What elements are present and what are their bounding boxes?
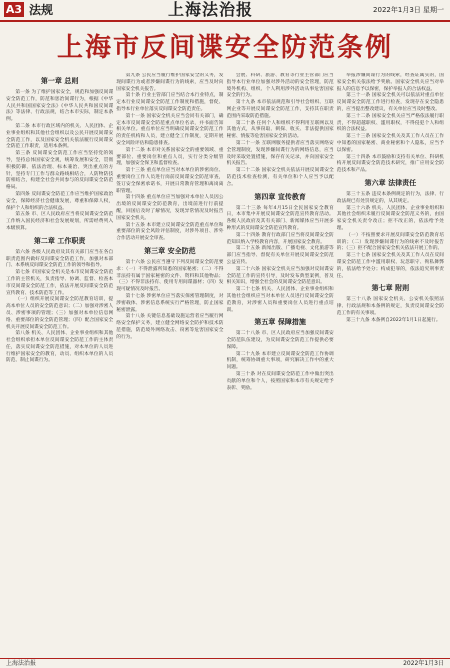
chapter-heading: 第六章 法律责任: [364, 178, 417, 187]
newspaper-name: 上海法治报: [168, 0, 254, 19]
chapter-heading: 第三章 安全防范: [144, 246, 196, 255]
article-paragraph: 第二十二条 国家安全机关依法开展反间谍安全防范技术检查检测，有关单位和个人应当予以配合。: [226, 168, 334, 187]
article-paragraph: 第十七条 涉密单位应当落实保密管理制度，对涉密载体、涉密信息系统实行严格管理，防止国家秘密泄露。: [116, 293, 224, 313]
article-paragraph: 第十一条 国家安全机关应当会同有关部门，确定本市反间谍安全防范重点单位名录，并书面告知相关单位。重点单位应当明确反间谍安全防范工作的责任机构和人员，建立健全工作制度，定期开展安全风险评估和隐患排查。: [116, 113, 224, 146]
article-paragraph: 第二十七条 机关、人民团体、企业事业组织和其他社会组织应当对本单位人员进行反间谍安全防范教育，对涉密人员和重要岗位人员进行重点培训。: [226, 287, 334, 313]
article-paragraph: 第十八条 关键信息基础设施运营者应当履行网络安全保护义务，建立健全网络安全防护和技术防范措施，防范境外网络攻击、窃密等危害国家安全的行为。: [116, 314, 224, 340]
article-paragraph: （一）不按照要求开展反间谍安全防范教育培训的；（二）发现涉嫌间谍行为的线索不及时报告的；（三）拒不配合国家安全机关依法开展工作的。: [336, 232, 444, 252]
text-column: [337, 73, 444, 658]
article-paragraph: 第二十一条 互联网服务提供者应当落实网络安全管理制度，发现涉嫌间谍行为的网络信息，应当及时采取处置措施，保存有关记录，并向国家安全机关报告。: [226, 140, 334, 167]
masthead: [0, 0, 450, 22]
article-paragraph: 第十五条 本市建立反间谍安全防范重点单位和重要部位的安全风险评估制度，对涉外项目、涉外合作活动开展安全审查。: [116, 222, 224, 242]
text-column: [227, 73, 334, 658]
article-paragraph: （一）组织开展反间谍安全防范教育培训，提高本单位人员的安全防范意识；（二）加强对涉密人员、涉密事项的管理；（三）加强对本单位信息网络、重要部位的安全防范管理；（四）配合国家安全机关开展反间谍安全防范工作。: [6, 297, 114, 330]
article-columns: [6, 73, 444, 658]
article-paragraph: 第三十四条 本市鼓励和支持有关单位、科研机构开展反间谍安全防范技术研究，推广应用安全防范技术和产品。: [336, 154, 444, 174]
article-paragraph: 第三十八条 国家安全机关、公安机关依照法律、行政法规和本条例的规定，负责反间谍安全防范工作的有关事项。: [336, 297, 444, 316]
article-paragraph: 第八条 机关、人民团体、企业事业组织和其他社会组织承担本单位反间谍安全防范工作的主体责任，落实反间谍安全防范措施，对本单位的人员进行维护国家安全的教育，动员、组织本单位的人员防范、制止间谍行为。: [6, 331, 114, 364]
article-paragraph: 第二十五条 新闻出版、广播电视、文化旅游等部门应当指导、督促有关单位开展反间谍安全防范公益宣传。: [226, 246, 334, 265]
article-paragraph: 第三十条 对在反间谍安全防范工作中做出突出贡献的单位和个人，按照国家和本市有关规定给予表彰、奖励。: [226, 372, 334, 391]
chapter-heading: 第一章 总则: [40, 77, 79, 85]
article-paragraph: 第一条 为了维护国家安全，规范和加强反间谍安全防范工作，防范和惩治间谍行为，根据《中华人民共和国国家安全法》《中华人民共和国反间谍法》等法律、行政法规，结合本市实际，制定本条例。: [6, 90, 114, 123]
article-paragraph: 第十条 行业主管部门应当结合本行业特点，制定本行业反间谍安全防范工作制度和措施，督促、指导本行业单位落实反间谍安全防范责任。: [116, 93, 224, 112]
article-paragraph: 第三十二条 国家安全机关应当严格依法履行职责，不得超越职权、滥用职权，不得侵犯个人和组织的合法权益。: [336, 113, 444, 133]
chapter-heading: 第五章 保障措施: [254, 318, 306, 327]
page-number-badge: A3: [5, 3, 23, 16]
article-paragraph: 第五条 市、区人民政府应当将反间谍安全防范工作纳入国民经济和社会发展规划，所需经费列入本级预算。: [6, 212, 114, 231]
article-paragraph: 第三十三条 国家安全机关及其工作人员在工作中知悉的国家秘密、商业秘密和个人隐私，应当予以保密。: [336, 134, 444, 153]
text-column: [6, 73, 113, 658]
article-title: 上海市反间谍安全防范条例: [56, 33, 393, 63]
text-column: [116, 73, 223, 658]
article-paragraph: 第二十八条 市、区人民政府应当加强反间谍安全防范队伍建设，为反间谍安全防范工作提供必要保障。: [226, 331, 334, 350]
article-paragraph: 第二十九条 本市建立反间谍安全防范工作协调机制，统筹协调重大事项，研究解决工作中的重大问题。: [226, 351, 334, 371]
footer-right: 2022年1月3日: [403, 660, 444, 667]
chapter-heading: 第四章 宣传教育: [254, 192, 306, 201]
article-paragraph: 第十四条 重点单位应当加强对本单位人员因公出境的反间谍安全防范教育，出境前进行行前提醒，回国后及时了解情况，发现异常情况及时报告国家安全机关。: [116, 195, 224, 221]
article-paragraph: 第十六条 公民应当遵守下列反间谍安全防范要求：（一）不得泄露所知悉的国家秘密；（二）不得非法持有属于国家秘密的文件、资料和其他物品；（三）不得非法持有、使用专用间谍器材；（四）发现可疑情况及时报告。: [116, 259, 224, 293]
footer-left: 上海法治报: [6, 660, 37, 667]
chapter-heading: 第二章 工作职责: [33, 236, 86, 245]
page-footer: [0, 658, 450, 668]
issue-date: 2022年1月3日 星期一: [373, 6, 444, 14]
article-paragraph: 第二条 本市行政区域内的机关、人民团体、企业事业组织和其他社会组织以及公民开展反间谍安全防范工作，以及国家安全机关依法履行反间谍安全防范工作职责，适用本条例。: [6, 123, 114, 150]
article-paragraph: 第四条 反间谍安全防范工作应当维护国家政治安全，保障经济社会健康发展，尊重和保障人权，保护个人和组织的合法权益。: [6, 191, 114, 211]
article-paragraph: 第九条 公民应当履行维护国家安全的义务，发现间谍行为或者涉嫌间谍行为的线索，应当及时向国家安全机关报告。: [116, 73, 224, 92]
chapter-heading: 第七章 附则: [371, 284, 410, 293]
article-paragraph: 举报涉嫌间谍行为的线索，经查证属实的，国家安全机关依法给予奖励。国家安全机关应当对举报人的信息予以保密，保护举报人的合法权益。: [336, 73, 444, 92]
section-label: 法规: [29, 3, 54, 17]
article-paragraph: 第十三条 重点单位应当对本单位的涉密岗位、重要岗位工作人员进行岗前反间谍安全防范审查，签订安全保密承诺书，开展日常教育管理和离岗离职管理。: [116, 168, 224, 194]
article-paragraph: 第三十九条 本条例自2022年1月1日起施行。: [346, 317, 441, 323]
article-paragraph: 第二十条 任何个人和组织不得利用互联网以及其他方式，从事窃取、刺探、收买、非法提供国家秘密、情报等危害国家安全的活动。: [226, 120, 334, 140]
article-paragraph: 第三条 反间谍安全防范工作应当坚持党的领导，坚持总体国家安全观，统筹发展和安全，贯彻积极防御、依法治理、标本兼治、突出重点的方针，坚持专门工作与群众路线相结合，人防物防技防相结合，构建全社会共同参与的反间谍安全防范格局。: [6, 151, 114, 191]
article-paragraph: 第七条 市国家安全机关是本市反间谍安全防范工作的主管机关，负责指导、协调、监督、检查本市反间谍安全防范工作，依法开展反间谍安全防范宣传教育、技术防范等工作。: [6, 270, 114, 296]
article-paragraph: 第十二条 本市对关系国家安全的重要领域、重要部位、重要岗位和重点人员，实行分类分级管理，加强安全保卫和监督检查。: [116, 147, 224, 167]
article-paragraph: 第二十四条 教育行政部门应当将反间谍安全防范知识纳入学校教育内容，开展国家安全教育。: [226, 232, 334, 245]
article-paragraph: 第三十七条 国家安全机关及其工作人员在反间谍安全防范工作中滥用职权、玩忽职守、徇私舞弊的，依法给予处分；构成犯罪的，依法追究刑事责任。: [336, 253, 444, 279]
article-paragraph: 第二十六条 国家安全机关应当加强对反间谍安全防范工作的宣传引导，及时发布典型案例，普及相关知识，增强全社会的反间谍安全防范意识。: [226, 266, 334, 286]
article-paragraph: 第二十三条 每年4月15日全民国家安全教育日，本市集中开展反间谍安全防范宣传教育活动。各级人民政府及其有关部门、新闻媒体应当开展多种形式的反间谍安全防范宣传教育。: [226, 205, 334, 231]
article-paragraph: 第三十六条 机关、人民团体、企业事业组织和其他社会组织未履行反间谍安全防范义务的，由国家安全机关责令改正；拒不改正的，依法给予处理。: [336, 205, 444, 231]
article-paragraph: 会展、科研、旅游、教育等行业主管部门应当指导本行业单位加强对涉外活动的安全管理，防范境外机构、组织、个人利用涉外活动从事危害国家安全的行为。: [226, 73, 334, 99]
article-paragraph: 第六条 各级人民政府及其有关部门应当在各自职责范围内做好反间谍安全防范工作，加强对本部门、本系统反间谍安全防范工作的领导和指导。: [6, 249, 114, 269]
article-paragraph: 第三十五条 违反本条例规定的行为，法律、行政法规已有处罚规定的，从其规定。: [336, 191, 444, 204]
article-paragraph: 第三十一条 国家安全机关可以依法对重点单位反间谍安全防范工作进行检查，发现存在安全隐患的，应当提出整改建议，有关单位应当及时整改。: [336, 93, 444, 112]
article-paragraph: 第十九条 本市依法规范和引导社会组织、互联网企业等开展反间谍安全防范工作，支持其在职责范围内采取防范措施。: [226, 100, 334, 119]
